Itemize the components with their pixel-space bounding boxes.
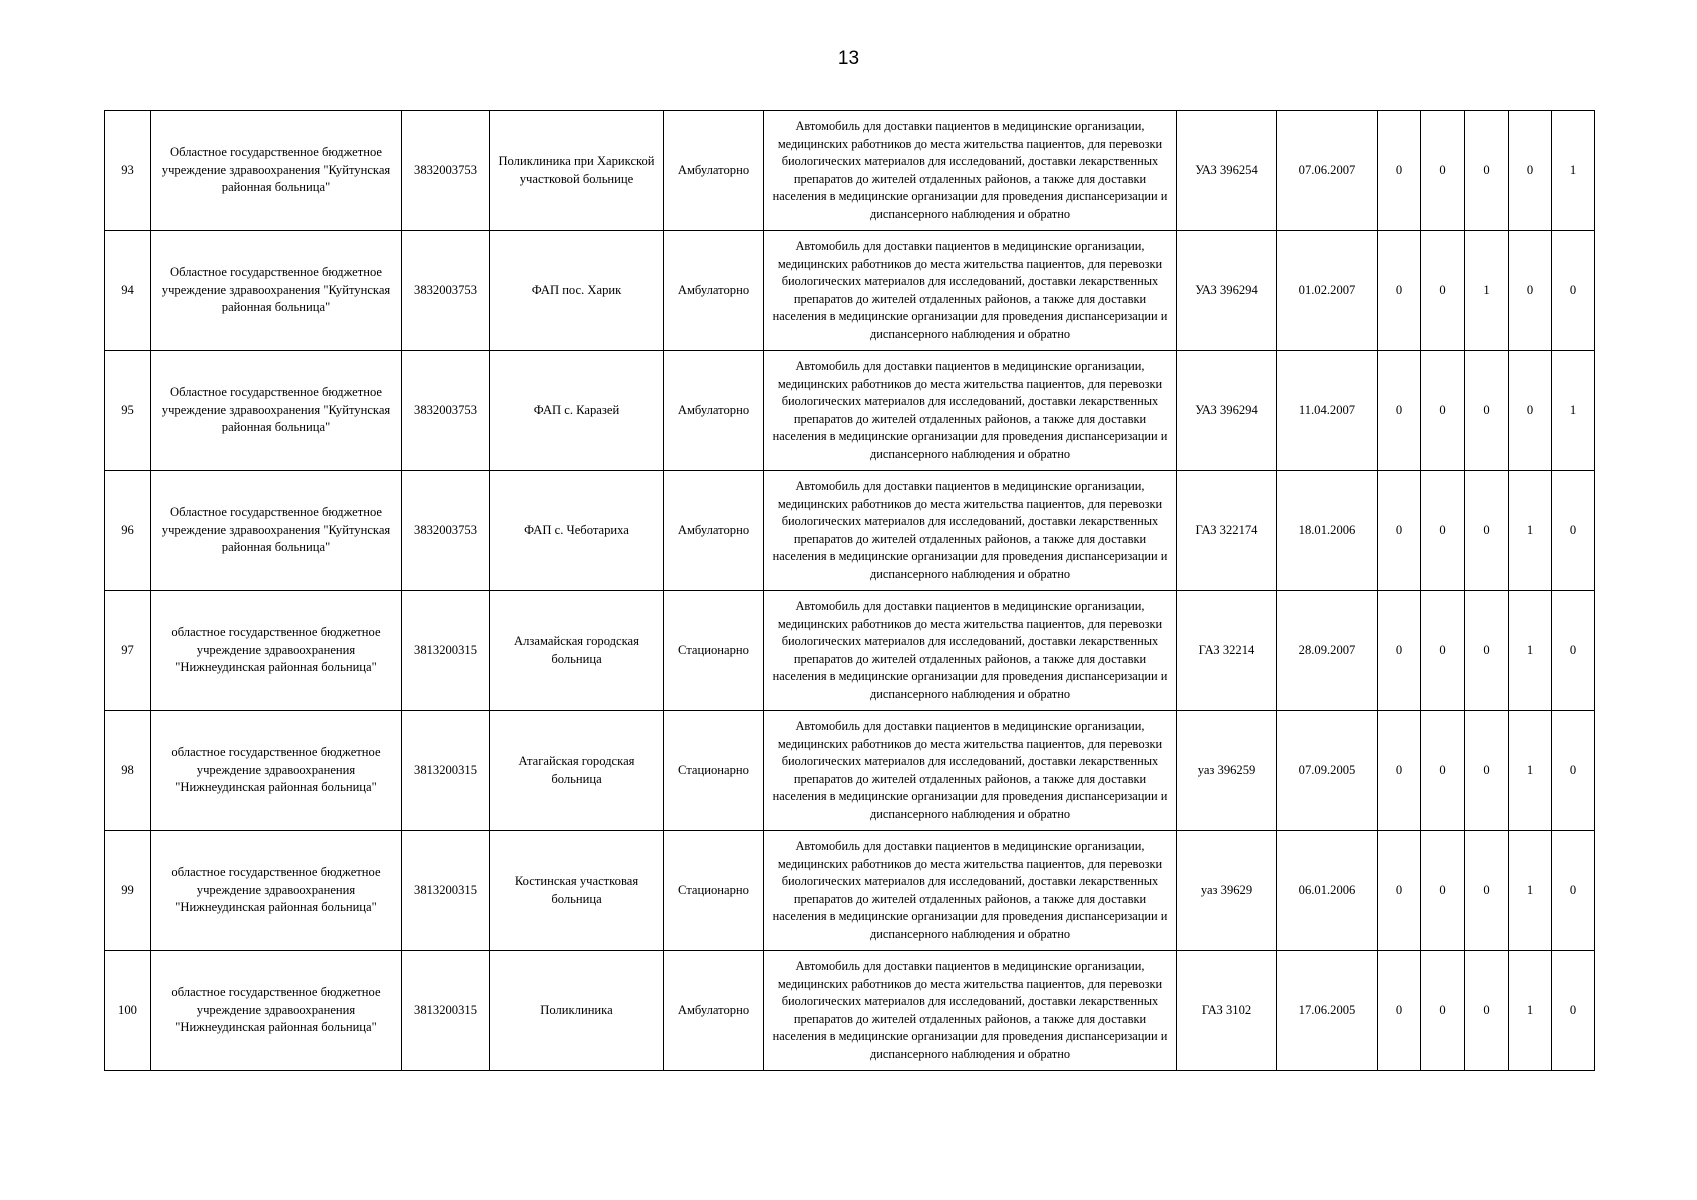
row-number-cell: 97	[105, 591, 151, 711]
vehicle-model-cell: ГАЗ 32214	[1177, 591, 1277, 711]
vehicle-model-cell: уаз 396259	[1177, 711, 1277, 831]
flag-cell-3: 0	[1465, 951, 1509, 1071]
flag-cell-3: 0	[1465, 351, 1509, 471]
organization-cell: Областное государственное бюджетное учреждение здравоохранения "Куйтунская районная больница"	[151, 111, 402, 231]
vehicle-date-cell: 18.01.2006	[1277, 471, 1378, 591]
table-row	[105, 711, 1595, 831]
flag-cell-1: 0	[1378, 591, 1421, 711]
inn-cell: 3832003753	[402, 471, 490, 591]
vehicle-date-cell: 17.06.2005	[1277, 951, 1378, 1071]
table-row	[105, 111, 1595, 231]
table-row	[105, 471, 1595, 591]
row-number-cell: 98	[105, 711, 151, 831]
table-row	[105, 831, 1595, 951]
flag-cell-4: 1	[1509, 591, 1552, 711]
vehicle-purpose-cell: Автомобиль для доставки пациентов в медицинские организации, медицинских работников до места жительства пациентов, для перевозки биологических материалов для исследований, доставки лекарственных препаратов до жителей отдаленных районов, а также для доставки населения в медицинские организации для проведения диспансеризации и диспансерного наблюдения и обратно	[764, 951, 1177, 1071]
organization-cell: областное государственное бюджетное учреждение здравоохранения "Нижнеудинская районная больница"	[151, 591, 402, 711]
care-type-cell: Амбулаторно	[664, 351, 764, 471]
organization-cell: областное государственное бюджетное учреждение здравоохранения "Нижнеудинская районная больница"	[151, 711, 402, 831]
flag-cell-2: 0	[1421, 231, 1465, 351]
flag-cell-5: 0	[1552, 591, 1595, 711]
subdivision-cell: ФАП пос. Харик	[490, 231, 664, 351]
table-row	[105, 351, 1595, 471]
table-row	[105, 951, 1595, 1071]
flag-cell-5: 0	[1552, 831, 1595, 951]
flag-cell-3: 0	[1465, 591, 1509, 711]
flag-cell-4: 0	[1509, 231, 1552, 351]
subdivision-cell: Поликлиника	[490, 951, 664, 1071]
flag-cell-2: 0	[1421, 831, 1465, 951]
care-type-cell: Амбулаторно	[664, 231, 764, 351]
flag-cell-4: 1	[1509, 471, 1552, 591]
flag-cell-4: 0	[1509, 351, 1552, 471]
table-row	[105, 591, 1595, 711]
flag-cell-2: 0	[1421, 591, 1465, 711]
vehicle-purpose-cell: Автомобиль для доставки пациентов в медицинские организации, медицинских работников до места жительства пациентов, для перевозки биологических материалов для исследований, доставки лекарственных препаратов до жителей отдаленных районов, а также для доставки населения в медицинские организации для проведения диспансеризации и диспансерного наблюдения и обратно	[764, 711, 1177, 831]
organization-cell: Областное государственное бюджетное учреждение здравоохранения "Куйтунская районная больница"	[151, 351, 402, 471]
subdivision-cell: Костинская участковая больница	[490, 831, 664, 951]
flag-cell-5: 0	[1552, 231, 1595, 351]
vehicle-date-cell: 01.02.2007	[1277, 231, 1378, 351]
vehicle-date-cell: 07.06.2007	[1277, 111, 1378, 231]
flag-cell-5: 1	[1552, 351, 1595, 471]
subdivision-cell: ФАП с. Каразей	[490, 351, 664, 471]
vehicle-date-cell: 11.04.2007	[1277, 351, 1378, 471]
flag-cell-4: 1	[1509, 951, 1552, 1071]
flag-cell-2: 0	[1421, 351, 1465, 471]
care-type-cell: Стационарно	[664, 591, 764, 711]
flag-cell-5: 0	[1552, 711, 1595, 831]
care-type-cell: Амбулаторно	[664, 111, 764, 231]
inn-cell: 3832003753	[402, 351, 490, 471]
flag-cell-1: 0	[1378, 471, 1421, 591]
flag-cell-3: 0	[1465, 111, 1509, 231]
vehicle-registry-table	[104, 110, 1595, 1071]
subdivision-cell: Поликлиника при Харикской участковой больнице	[490, 111, 664, 231]
flag-cell-2: 0	[1421, 111, 1465, 231]
vehicle-purpose-cell: Автомобиль для доставки пациентов в медицинские организации, медицинских работников до места жительства пациентов, для перевозки биологических материалов для исследований, доставки лекарственных препаратов до жителей отдаленных районов, а также для доставки населения в медицинские организации для проведения диспансеризации и диспансерного наблюдения и обратно	[764, 831, 1177, 951]
page-number: 13	[837, 48, 860, 69]
table-body	[105, 111, 1595, 1071]
inn-cell: 3813200315	[402, 591, 490, 711]
flag-cell-4: 1	[1509, 711, 1552, 831]
vehicle-model-cell: УАЗ 396294	[1177, 351, 1277, 471]
row-number-cell: 99	[105, 831, 151, 951]
flag-cell-1: 0	[1378, 231, 1421, 351]
row-number-cell: 100	[105, 951, 151, 1071]
flag-cell-4: 0	[1509, 111, 1552, 231]
subdivision-cell: Атагайская городская больница	[490, 711, 664, 831]
flag-cell-1: 0	[1378, 951, 1421, 1071]
subdivision-cell: Алзамайская городская больница	[490, 591, 664, 711]
flag-cell-2: 0	[1421, 471, 1465, 591]
vehicle-purpose-cell: Автомобиль для доставки пациентов в медицинские организации, медицинских работников до места жительства пациентов, для перевозки биологических материалов для исследований, доставки лекарственных препаратов до жителей отдаленных районов, а также для доставки населения в медицинские организации для проведения диспансеризации и диспансерного наблюдения и обратно	[764, 351, 1177, 471]
row-number-cell: 95	[105, 351, 151, 471]
row-number-cell: 93	[105, 111, 151, 231]
flag-cell-1: 0	[1378, 831, 1421, 951]
flag-cell-2: 0	[1421, 951, 1465, 1071]
vehicle-model-cell: УАЗ 396294	[1177, 231, 1277, 351]
flag-cell-5: 0	[1552, 951, 1595, 1071]
flag-cell-5: 1	[1552, 111, 1595, 231]
care-type-cell: Амбулаторно	[664, 471, 764, 591]
care-type-cell: Стационарно	[664, 711, 764, 831]
vehicle-date-cell: 06.01.2006	[1277, 831, 1378, 951]
vehicle-model-cell: ГАЗ 322174	[1177, 471, 1277, 591]
row-number-cell: 94	[105, 231, 151, 351]
flag-cell-4: 1	[1509, 831, 1552, 951]
table-row	[105, 231, 1595, 351]
vehicle-model-cell: ГАЗ 3102	[1177, 951, 1277, 1071]
care-type-cell: Стационарно	[664, 831, 764, 951]
vehicle-purpose-cell: Автомобиль для доставки пациентов в медицинские организации, медицинских работников до места жительства пациентов, для перевозки биологических материалов для исследований, доставки лекарственных препаратов до жителей отдаленных районов, а также для доставки населения в медицинские организации для проведения диспансеризации и диспансерного наблюдения и обратно	[764, 591, 1177, 711]
flag-cell-1: 0	[1378, 351, 1421, 471]
vehicle-model-cell: уаз 39629	[1177, 831, 1277, 951]
inn-cell: 3813200315	[402, 711, 490, 831]
organization-cell: Областное государственное бюджетное учреждение здравоохранения "Куйтунская районная больница"	[151, 471, 402, 591]
organization-cell: Областное государственное бюджетное учреждение здравоохранения "Куйтунская районная больница"	[151, 231, 402, 351]
flag-cell-3: 0	[1465, 831, 1509, 951]
care-type-cell: Амбулаторно	[664, 951, 764, 1071]
row-number-cell: 96	[105, 471, 151, 591]
vehicle-date-cell: 07.09.2005	[1277, 711, 1378, 831]
subdivision-cell: ФАП с. Чеботариха	[490, 471, 664, 591]
inn-cell: 3813200315	[402, 831, 490, 951]
vehicle-date-cell: 28.09.2007	[1277, 591, 1378, 711]
flag-cell-1: 0	[1378, 111, 1421, 231]
inn-cell: 3813200315	[402, 951, 490, 1071]
inn-cell: 3832003753	[402, 231, 490, 351]
organization-cell: областное государственное бюджетное учреждение здравоохранения "Нижнеудинская районная больница"	[151, 951, 402, 1071]
flag-cell-3: 1	[1465, 231, 1509, 351]
flag-cell-1: 0	[1378, 711, 1421, 831]
vehicle-model-cell: УАЗ 396254	[1177, 111, 1277, 231]
flag-cell-3: 0	[1465, 471, 1509, 591]
inn-cell: 3832003753	[402, 111, 490, 231]
vehicle-purpose-cell: Автомобиль для доставки пациентов в медицинские организации, медицинских работников до места жительства пациентов, для перевозки биологических материалов для исследований, доставки лекарственных препаратов до жителей отдаленных районов, а также для доставки населения в медицинские организации для проведения диспансеризации и диспансерного наблюдения и обратно	[764, 111, 1177, 231]
vehicle-purpose-cell: Автомобиль для доставки пациентов в медицинские организации, медицинских работников до места жительства пациентов, для перевозки биологических материалов для исследований, доставки лекарственных препаратов до жителей отдаленных районов, а также для доставки населения в медицинские организации для проведения диспансеризации и диспансерного наблюдения и обратно	[764, 231, 1177, 351]
flag-cell-3: 0	[1465, 711, 1509, 831]
organization-cell: областное государственное бюджетное учреждение здравоохранения "Нижнеудинская районная больница"	[151, 831, 402, 951]
flag-cell-5: 0	[1552, 471, 1595, 591]
vehicle-purpose-cell: Автомобиль для доставки пациентов в медицинские организации, медицинских работников до места жительства пациентов, для перевозки биологических материалов для исследований, доставки лекарственных препаратов до жителей отдаленных районов, а также для доставки населения в медицинские организации для проведения диспансеризации и диспансерного наблюдения и обратно	[764, 471, 1177, 591]
flag-cell-2: 0	[1421, 711, 1465, 831]
